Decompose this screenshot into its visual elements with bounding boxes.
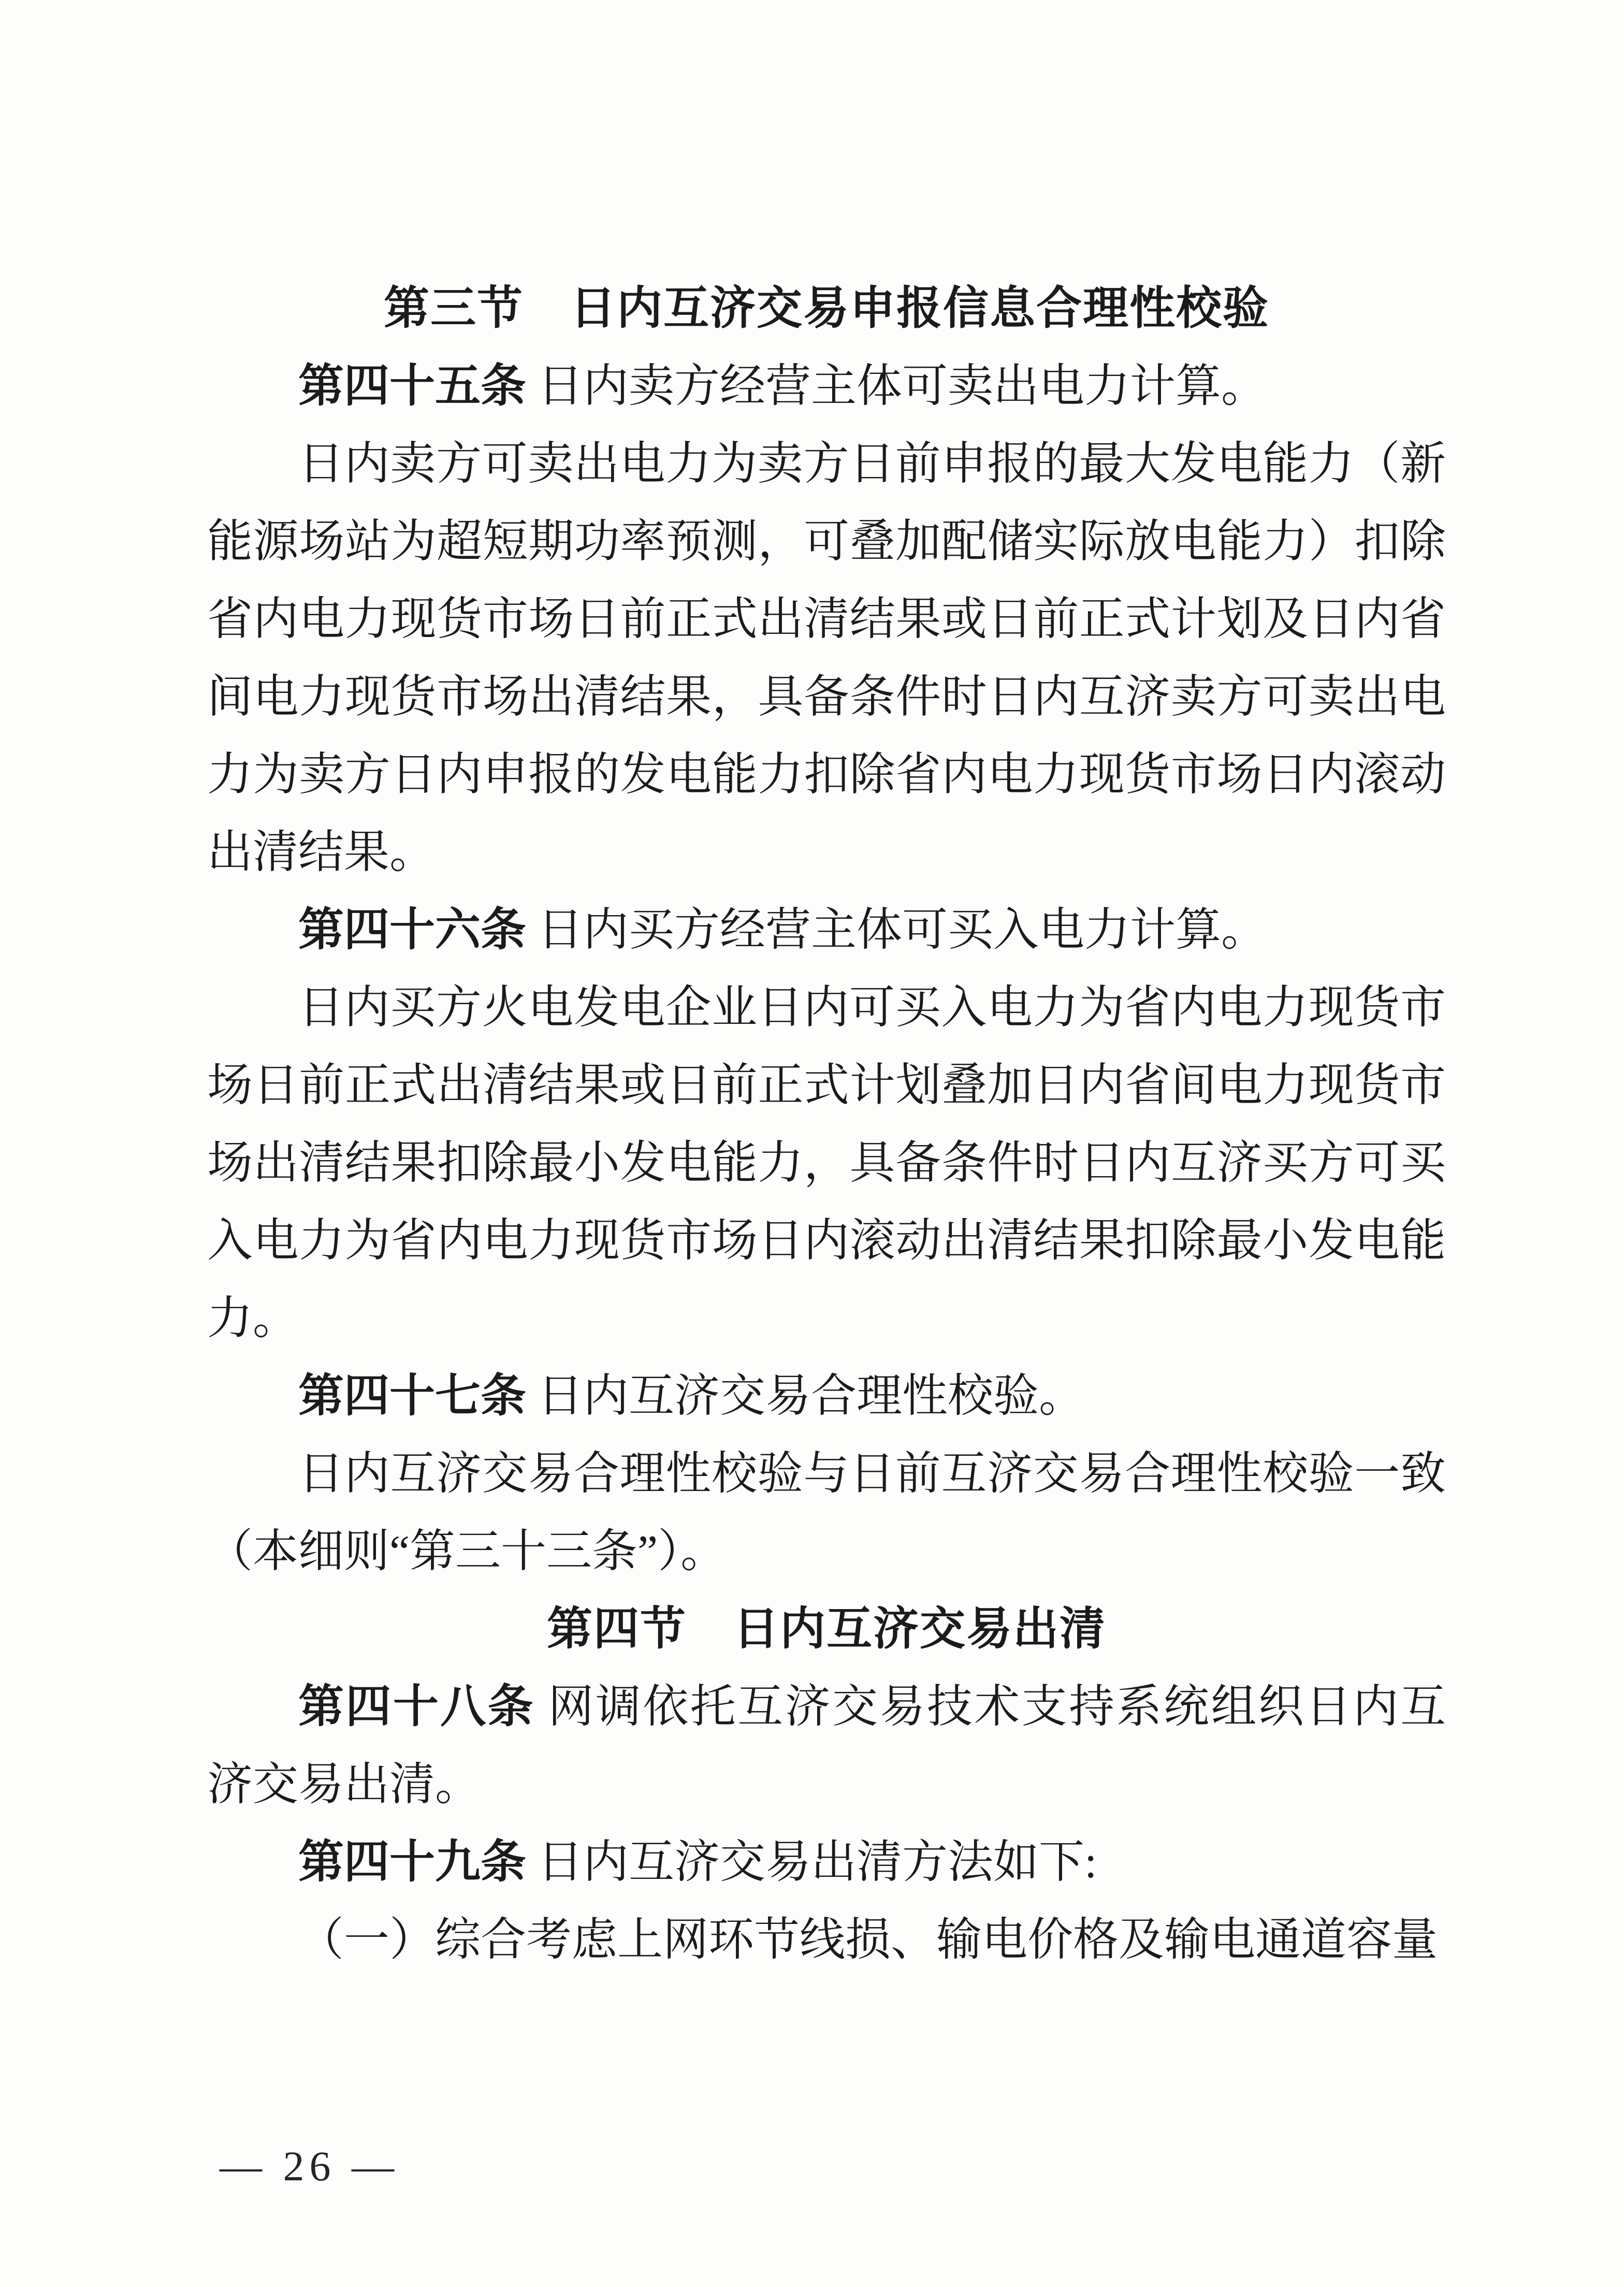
article-text: 日内卖方经营主体可卖出电力计算。 [538,361,1267,412]
section-heading: 第三节 日内互济交易申报信息合理性校验 [383,284,1269,334]
body-paragraph: 日内卖方可卖出电力为卖方日前申报的最大发电能力（新能源场站为超短期功率预测，可叠加配储实际放电能力）扣除省内电力现货市场日前正式出清结果或日前正式计划及日内省间电力现货市场出清结果，具备条件时日内互济卖方可卖出电力为卖方日内申报的发电能力扣除省内电力现货市场日内滚动出清结果。 [207,439,1446,878]
article-text: 日内买方经营主体可买入电力计算。 [538,905,1267,956]
section-heading: 第四节 日内互济交易出清 [546,1604,1106,1655]
article-number: 第四十七条 [298,1371,527,1422]
document-text-area [207,270,1446,1979]
article-number: 第四十九条 [298,1837,527,1888]
body-paragraph: 日内互济交易合理性校验与日前互济交易合理性校验一致（本细则“第三十三条”）。 [207,1449,1446,1577]
page-number: — 26 — [220,2143,399,2190]
article-text: 网调依托互济交易技术支持系统组织日内互济交易出清。 [207,1682,1446,1810]
article-number: 第四十六条 [298,905,527,956]
article-text: 日内互济交易出清方法如下: [538,1837,1097,1888]
body-paragraph: （一）综合考虑上网环节线损、输电价格及输电通道容量 [298,1915,1438,1965]
article-number: 第四十八条 [298,1682,535,1732]
article-paragraph [207,1824,1446,1902]
article-text: 日内互济交易合理性校验。 [538,1371,1085,1422]
body-paragraph: 日内买方火电发电企业日内可买入电力为省内电力现货市场日前正式出清结果或日前正式计划叠加日内省间电力现货市场出清结果扣除最小发电能力，具备条件时日内互济买方可买入电力为省内电力现货市场日内滚动出清结果扣除最小发电能力。 [207,983,1446,1344]
article-paragraph [207,892,1446,969]
article-paragraph [207,348,1446,426]
article-paragraph [207,1358,1446,1436]
article-paragraph [207,1669,1446,1824]
article-number: 第四十五条 [298,361,527,412]
